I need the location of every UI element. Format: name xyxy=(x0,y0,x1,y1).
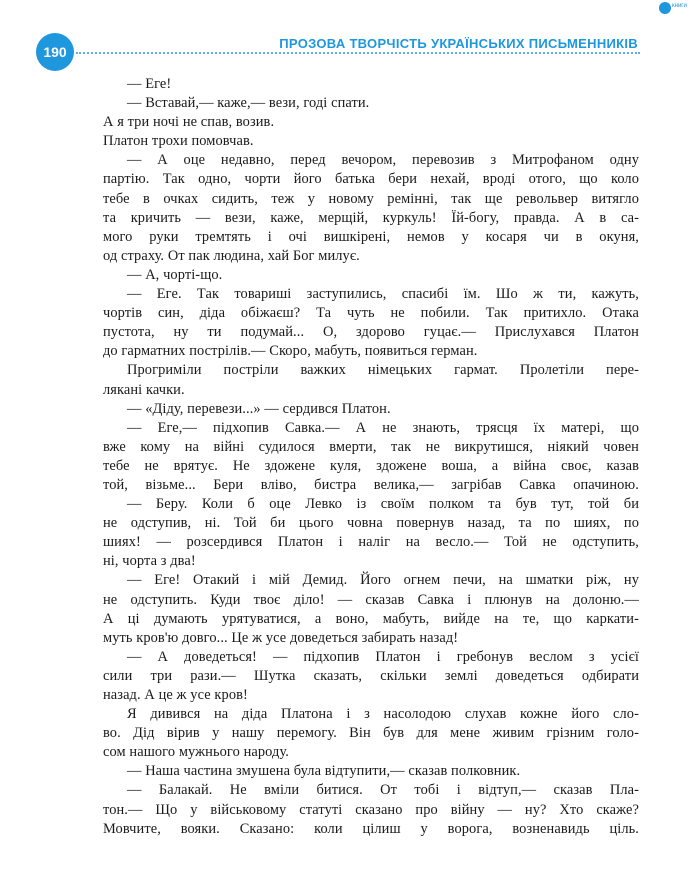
text-line: Прогриміли постріли важких німецьких гармат. Пролетіли пере- xyxy=(127,362,639,379)
page-number: 190 xyxy=(36,33,74,71)
text-line: тебе не врятує. Не здожене куля, здожене воша, а війна своє, казав xyxy=(103,457,639,474)
text-line: той, візьме... Бери вліво, бистра велика,— загрібав Савка опачиною. xyxy=(103,476,639,493)
text-line: мого руки тремтять і очі вишкірені, немов у косаря чи в окуня, xyxy=(103,228,639,245)
text-line: А ці думають урятуватися, а воно, мабуть, вийде на те, що каркати- xyxy=(103,610,639,627)
text-line: А я три ночі не спав, возив. xyxy=(103,114,275,131)
running-header: ПРОЗОВА ТВОРЧІСТЬ УКРАЇНСЬКИХ ПИСЬМЕННИКІВ xyxy=(279,36,638,51)
text-line: сили три рази.— Шутка сказать, скільки землі доведеться одбирати xyxy=(103,667,639,684)
text-line: во. Дід вірив у нашу перемогу. Він був для мене живим грізним голо- xyxy=(103,725,639,742)
corner-label: книги xyxy=(672,3,687,9)
text-line: Я дивився на діда Платона і з насолодою слухав кожне його сло- xyxy=(127,706,639,723)
text-line: — А, чорті-що. xyxy=(127,266,223,283)
text-line: — Еге! Отакий і мій Демид. Його огнем печи, на шматки ріж, ну xyxy=(127,572,639,589)
text-line: — Беру. Коли б оце Левко із своїм полком та був тут, той би xyxy=(127,496,639,513)
text-line: шиях! — розсердився Платон і наліг на весло.— Той не одступить, xyxy=(103,534,639,551)
text-line: — Еге,— підхопив Савка.— А не знають, трясця їх матері, що xyxy=(127,419,639,436)
text-line: Платон трохи помовчав. xyxy=(103,133,254,150)
text-line: лякані качки. xyxy=(103,381,185,398)
text-line: тон.— Що у військовому статуті сказано про війну — ну? Хто скаже? xyxy=(103,801,639,818)
text-line: — А доведеться! — підхопив Платон і гребонув веслом з усієї xyxy=(127,648,639,665)
text-line: до гарматних пострілів.— Скоро, мабуть, появиться герман. xyxy=(103,343,478,360)
text-line: — Наша частина змушена була відтупити,— сказав полковник. xyxy=(127,763,521,780)
text-line: назад. А це ж усе кров! xyxy=(103,687,248,703)
text-line: — Еге. Так товариші заступились, спасибі їм. Шо ж ти, кажуть, xyxy=(127,286,639,303)
text-line: та кричить — вези, каже, мерщій, куркуль! Їй-богу, правда. А в са- xyxy=(103,209,639,226)
text-line: не одступить. Куди твоє діло! — сказав Савка і плюнув на долоню.— xyxy=(103,591,639,608)
text-line: — Балакай. Не вміли битися. От тобі і відтуп,— сказав Пла- xyxy=(127,782,639,799)
text-line: партію. Так одно, чорти його батька бери нехай, вроді отого, що коло xyxy=(103,171,639,188)
text-line: тебе в очках сидить, теж у новому ремінні, так ще револьвер витягло xyxy=(103,190,639,207)
text-line: — Вставай,— каже,— вези, годі спати. xyxy=(127,95,370,112)
text-line: ні, чорта з два! xyxy=(103,553,196,570)
text-line: сом нашого мужнього народу. xyxy=(103,744,290,761)
text-line: Мовчите, вояки. Сказано: коли цілиш у ворога, возненавидь ціль. xyxy=(103,820,639,837)
text-line: муть кров'ю довго... Це ж усе доведеться забирать назад! xyxy=(103,629,459,646)
logo-icon xyxy=(659,2,671,14)
header-divider xyxy=(76,52,640,54)
text-line: чортів син, діда обіжаєш? Та чуть не побили. Так притихло. Отака xyxy=(103,305,639,322)
text-line: — А оце недавно, перед вечором, перевозив з Митрофаном одну xyxy=(127,152,639,169)
text-line: пустота, ну ти подумай... О, здорово гуцає.— Прислухався Платон xyxy=(103,324,639,341)
text-line: — «Діду, перевези...» — сердився Платон. xyxy=(127,400,391,417)
text-line: не одступив, ні. Той би цього човна повернув назад, та по шиях, по xyxy=(103,515,639,532)
body-text xyxy=(103,75,639,839)
text-line: од страху. От пак людина, хай Бог милує. xyxy=(103,247,360,264)
text-line: вже кому на війні судилося вмерти, так не викрутишся, ніякий човен xyxy=(103,438,639,455)
text-line: — Еге! xyxy=(127,76,172,92)
